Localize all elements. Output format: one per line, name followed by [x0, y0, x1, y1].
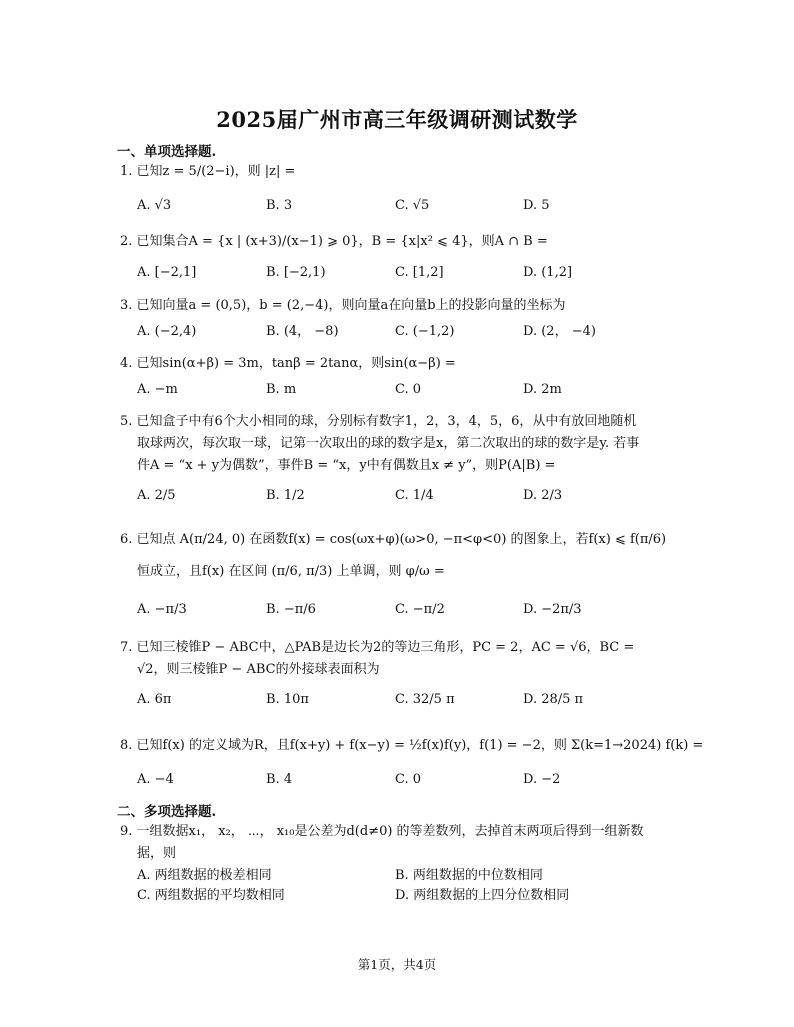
q5-option-a: A. 2/5: [137, 488, 176, 503]
question-3-stem: 3. 已知向量a = (0,5)，b = (2,−4)，则向量a在向量b上的投影向量的坐标为: [120, 298, 566, 313]
q6-option-c: C. −π/2: [395, 602, 445, 617]
q3-option-a: A. (−2,4): [137, 324, 197, 339]
question-9-line-2: 据，则: [137, 846, 177, 861]
q2-option-b: B. [−2,1): [266, 265, 326, 280]
page-title: 2025届广州市高三年级调研测试数学: [216, 107, 578, 132]
question-4-stem: 4. 已知sin(α+β) = 3m，tanβ = 2tanα，则sin(α−β) =: [120, 356, 456, 371]
q4-option-a: A. −m: [137, 382, 178, 397]
q1-option-c: C. √5: [395, 198, 430, 213]
q4-option-d: D. 2m: [523, 382, 562, 397]
question-8-stem: 8. 已知f(x) 的定义域为R，且f(x+y) + f(x−y) = ½f(x)f(y)，f(1) = −2，则 Σ(k=1→2024) f(k) =: [120, 738, 704, 753]
q7-option-b: B. 10π: [266, 692, 309, 707]
question-5-line-1: 5. 已知盒子中有6个大小相同的球，分别标有数字1，2，3，4，5，6，从中有放回地随机: [120, 414, 637, 429]
q8-option-c: C. 0: [395, 772, 422, 787]
q5-option-b: B. 1/2: [266, 488, 305, 503]
question-7-line-2: √2，则三棱锥P − ABC的外接球表面积为: [137, 662, 380, 677]
q3-option-d: D. (2， −4): [523, 324, 596, 339]
q5-option-c: C. 1/4: [395, 488, 434, 503]
section-heading-single-choice: 一、单项选择题.: [117, 144, 217, 160]
q4-option-c: C. 0: [395, 382, 422, 397]
section-heading-multi-choice: 二、多项选择题.: [117, 804, 217, 820]
q9-option-c: C. 两组数据的平均数相同: [137, 888, 285, 903]
q6-option-d: D. −2π/3: [523, 602, 582, 617]
q3-option-b: B. (4， −8): [266, 324, 339, 339]
page-footer: 第1页，共4页: [357, 957, 437, 972]
q6-option-b: B. −π/6: [266, 602, 316, 617]
q9-option-a: A. 两组数据的极差相同: [137, 868, 272, 883]
question-1-stem: 1. 已知z = 5/(2−i)，则 |z| =: [120, 164, 296, 179]
question-7-line-1: 7. 已知三棱锥P − ABC中，△PAB是边长为2的等边三角形，PC = 2，AC = √6，BC =: [120, 640, 635, 655]
q3-option-c: C. (−1,2): [395, 324, 455, 339]
q1-option-d: D. 5: [523, 198, 550, 213]
q4-option-b: B. m: [266, 382, 297, 397]
q9-option-b: B. 两组数据的中位数相同: [395, 868, 543, 883]
q8-option-d: D. −2: [523, 772, 561, 787]
q2-option-c: C. [1,2]: [395, 265, 444, 280]
q7-option-a: A. 6π: [137, 692, 172, 707]
q2-option-a: A. [−2,1]: [137, 265, 197, 280]
question-5-line-3: 件A = “x + y为偶数”，事件B = “x，y中有偶数且x ≠ y”，则P(A|B) =: [137, 458, 556, 473]
q9-option-d: D. 两组数据的上四分位数相同: [395, 888, 570, 903]
q2-option-d: D. (1,2]: [523, 265, 573, 280]
q1-option-a: A. √3: [137, 198, 172, 213]
q7-option-d: D. 28/5 π: [523, 692, 584, 707]
q8-option-a: A. −4: [137, 772, 174, 787]
q5-option-d: D. 2/3: [523, 488, 563, 503]
q6-option-a: A. −π/3: [137, 602, 187, 617]
q7-option-c: C. 32/5 π: [395, 692, 455, 707]
q8-option-b: B. 4: [266, 772, 293, 787]
question-6-line-1: 6. 已知点 A(π/24, 0) 在函数f(x) = cos(ωx+φ)(ω>0, −π<φ<0) 的图象上，若f(x) ⩽ f(π/6): [120, 532, 667, 547]
question-9-line-1: 9. 一组数据x₁， x₂， ⋯， x₁₀是公差为d(d≠0) 的等差数列，去掉首末两项后得到一组新数: [120, 824, 644, 839]
question-6-line-2: 恒成立，且f(x) 在区间 (π/6, π/3) 上单调，则 φ/ω =: [137, 564, 445, 579]
question-2-stem: 2. 已知集合A = {x | (x+3)/(x−1) ⩾ 0}，B = {x|x² ⩽ 4}，则A ∩ B =: [120, 234, 548, 249]
q1-option-b: B. 3: [266, 198, 293, 213]
question-5-line-2: 取球两次，每次取一球，记第一次取出的球的数字是x，第二次取出的球的数字是y. 若事: [137, 436, 640, 451]
